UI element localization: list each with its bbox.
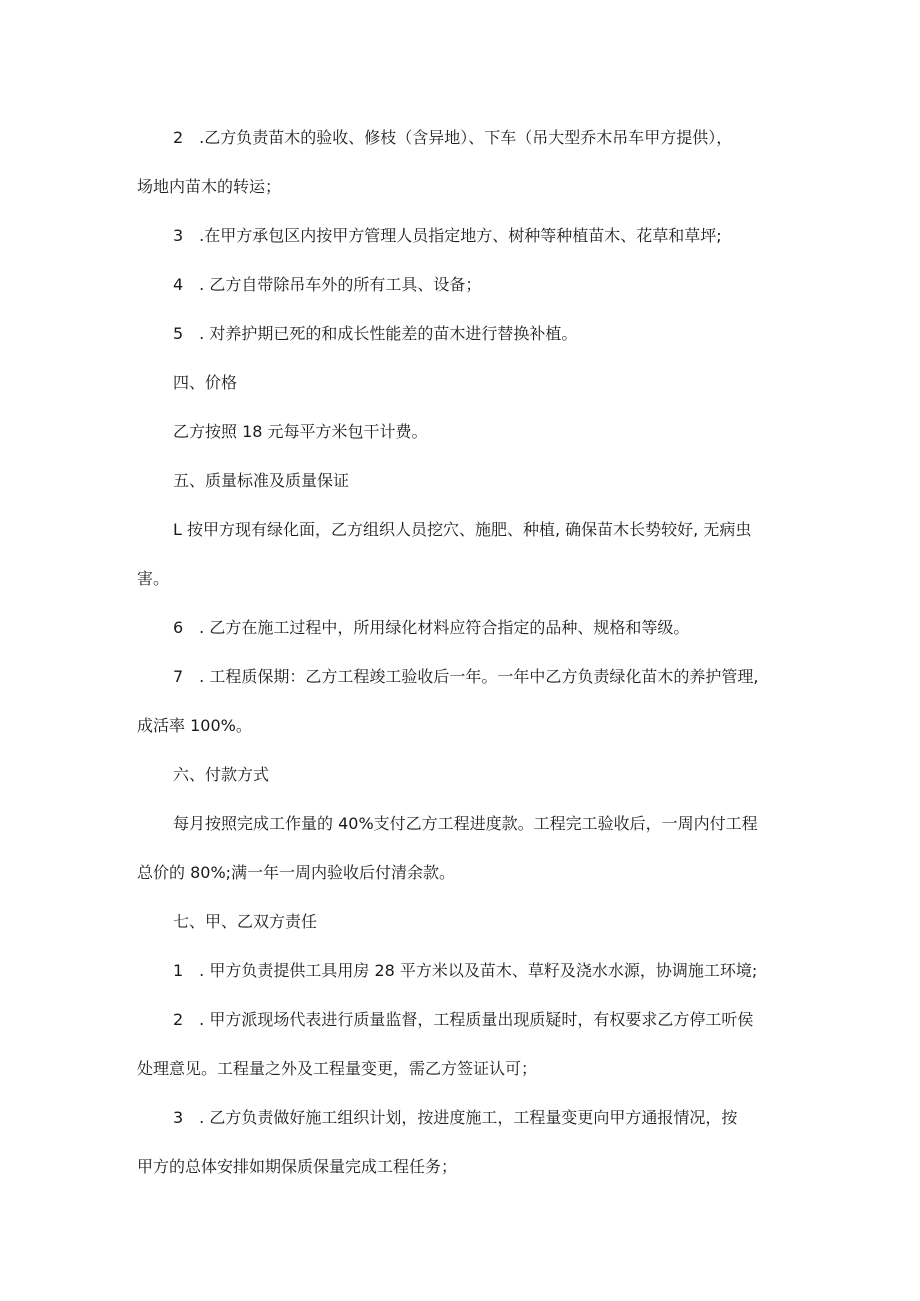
payment-text [137,799,787,897]
responsibility-clause-1 [137,946,787,995]
text-line: 场地内苗木的转运； [137,177,282,196]
text-line: 乙方按照 18 元每平方米包干计费。 [173,422,428,441]
section-heading-quality [137,456,787,505]
clause-2-unloading [137,113,787,211]
text-line: 害。 [137,569,170,588]
text-line: 处理意见。工程量之外及工程量变更，需乙方签证认可； [137,1059,538,1078]
text-line: 每月按照完成工作量的 40%支付乙方工程进度款。工程完工验收后，一周内付工程 [173,814,758,833]
text-line: 2 .乙方负责苗木的验收、修枝（含异地）、下车（吊大型乔木吊车甲方提供）， [173,128,733,147]
clause-4-tools [137,260,787,309]
responsibility-clause-3 [137,1093,787,1191]
text-line: 成活率 100%。 [137,716,252,735]
text-line: 2 . 甲方派现场代表进行质量监督，工程质量出现质疑时，有权要求乙方停工听侯 [173,1010,754,1029]
text-line: 3 . 乙方负责做好施工组织计划，按进度施工，工程量变更向甲方通报情况，按 [173,1108,738,1127]
text-line: 1 . 甲方负责提供工具用房 28 平方米以及苗木、草籽及浇水水源，协调施工环境; [173,961,758,980]
text-line: 5 . 对养护期已死的和成长性能差的苗木进行替换补植。 [173,324,578,343]
section-heading: 七、甲、乙双方责任 [173,912,318,931]
section-heading-responsibilities [137,897,787,946]
responsibility-clause-2 [137,995,787,1093]
text-line: 7 . 工程质保期：乙方工程竣工验收后一年。一年中乙方负责绿化苗木的养护管理, [173,667,759,686]
section-heading-price [137,358,787,407]
text-line: 甲方的总体安排如期保质保量完成工程任务； [137,1157,458,1176]
price-text [137,407,787,456]
text-line: L 按甲方现有绿化面，乙方组织人员挖穴、施肥、种植, 确保苗木长势较好, 无病虫 [173,520,752,539]
text-line: 总价的 80%;满一年一周内验收后付清余款。 [137,863,456,882]
section-heading-payment [137,750,787,799]
section-heading: 四、价格 [173,373,238,392]
quality-clause-6 [137,603,787,652]
text-line: 4 . 乙方自带除吊车外的所有工具、设备； [173,275,482,294]
quality-clause-1 [137,505,787,603]
text-line: 6 . 乙方在施工过程中，所用绿化材料应符合指定的品种、规格和等级。 [173,618,690,637]
section-heading: 五、质量标准及质量保证 [173,471,350,490]
section-heading: 六、付款方式 [173,765,270,784]
quality-clause-7 [137,652,787,750]
clause-5-replanting [137,309,787,358]
text-line: 3 .在甲方承包区内按甲方管理人员指定地方、树种等种植苗木、花草和草坪; [173,226,722,245]
clause-3-planting [137,211,787,260]
